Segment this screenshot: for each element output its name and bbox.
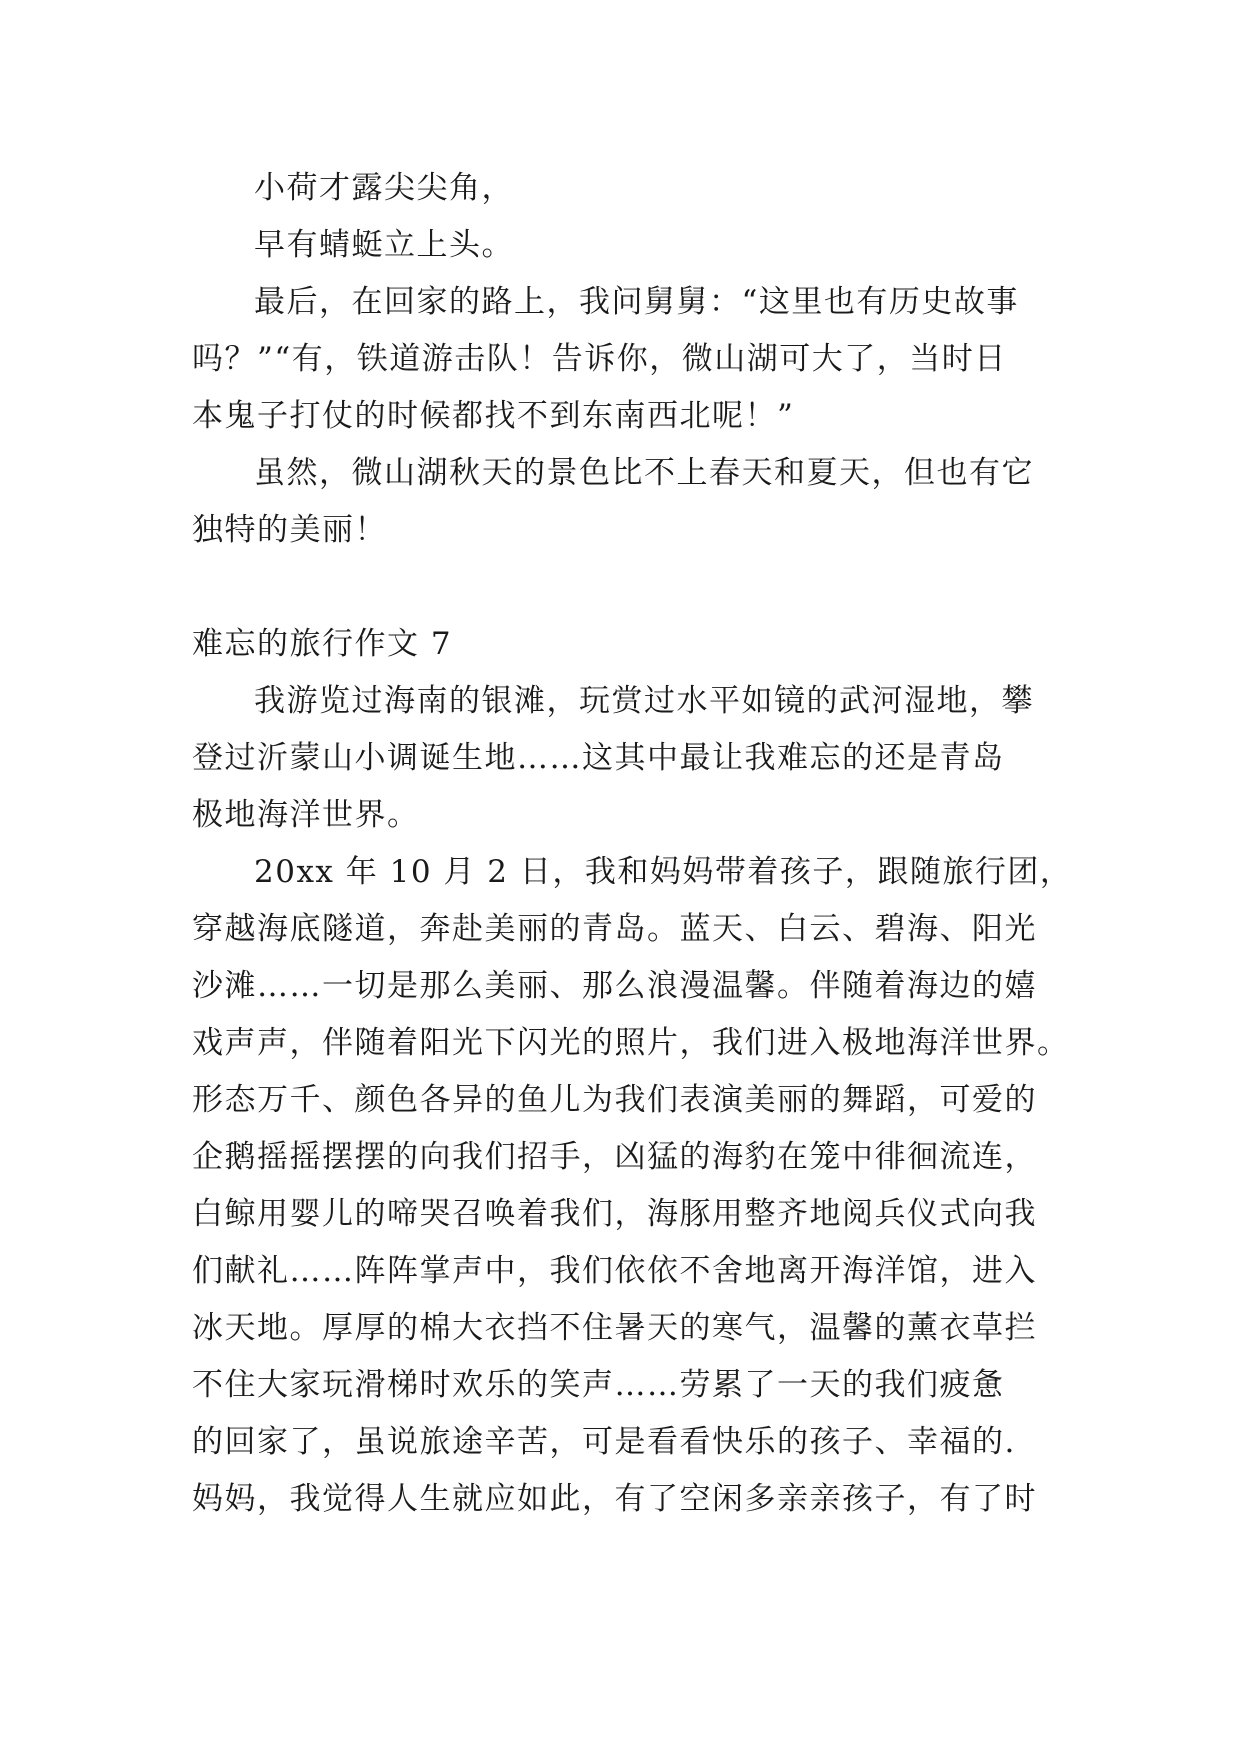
text-line: 20xx 年 10 月 2 日，我和妈妈带着孩子，跟随旅行团，	[254, 854, 1073, 890]
paragraph-ending-question	[192, 274, 1052, 445]
text-line: 不住大家玩滑梯时欢乐的笑声……劳累了一天的我们疲惫	[192, 1367, 1005, 1403]
text-line: 白鲸用婴儿的啼哭召唤着我们，海豚用整齐地阅兵仪式向我	[192, 1196, 1037, 1232]
text-line: 冰天地。厚厚的棉大衣挡不住暑天的寒气，温馨的薰衣草拦	[192, 1310, 1037, 1346]
text-line: 企鹅摇摇摆摆的向我们招手，凶猛的海豹在笼中徘徊流连，	[192, 1139, 1037, 1175]
text-line: 极地海洋世界。	[192, 797, 420, 833]
poem-line-2: 早有蜻蜓立上头。	[254, 227, 514, 263]
paragraph-autumn-scenery	[192, 445, 1052, 559]
text-line: 本鬼子打仗的时候都找不到东南西北呢！”	[192, 398, 795, 434]
text-line: 独特的美丽！	[192, 512, 387, 548]
text-line: 妈妈，我觉得人生就应如此，有了空闲多亲亲孩子，有了时	[192, 1481, 1037, 1517]
text-line: 们献礼……阵阵掌声中，我们依依不舍地离开海洋馆，进入	[192, 1253, 1037, 1289]
text-line: 登过沂蒙山小调诞生地……这其中最让我难忘的还是青岛	[192, 740, 1005, 776]
text-line: 吗？”“有，铁道游击队！告诉你，微山湖可大了，当时日	[192, 341, 1007, 377]
text-line: 最后，在回家的路上，我问舅舅：“这里也有历史故事	[254, 284, 1019, 320]
text-line: 穿越海底隧道，奔赴美丽的青岛。蓝天、白云、碧海、阳光	[192, 911, 1037, 947]
document-body	[192, 160, 1073, 1528]
text-line: 沙滩……一切是那么美丽、那么浪漫温馨。伴随着海边的嬉	[192, 968, 1037, 1004]
text-line: 虽然，微山湖秋天的景色比不上春天和夏天，但也有它	[254, 455, 1034, 491]
section-heading: 难忘的旅行作文 7	[192, 626, 453, 662]
poem-line-1: 小荷才露尖尖角，	[254, 170, 514, 206]
paragraph-qingdao-trip	[192, 844, 1073, 1528]
text-line: 形态万千、颜色各异的鱼儿为我们表演美丽的舞蹈，可爱的	[192, 1082, 1037, 1118]
text-line: 的回家了，虽说旅途辛苦，可是看看快乐的孩子、幸福的.	[192, 1424, 1016, 1460]
paragraph-travel-intro	[192, 673, 1052, 844]
text-line: 戏声声，伴随着阳光下闪光的照片，我们进入极地海洋世界。	[192, 1025, 1070, 1061]
text-line: 我游览过海南的银滩，玩赏过水平如镜的武河湿地，攀	[254, 683, 1034, 719]
